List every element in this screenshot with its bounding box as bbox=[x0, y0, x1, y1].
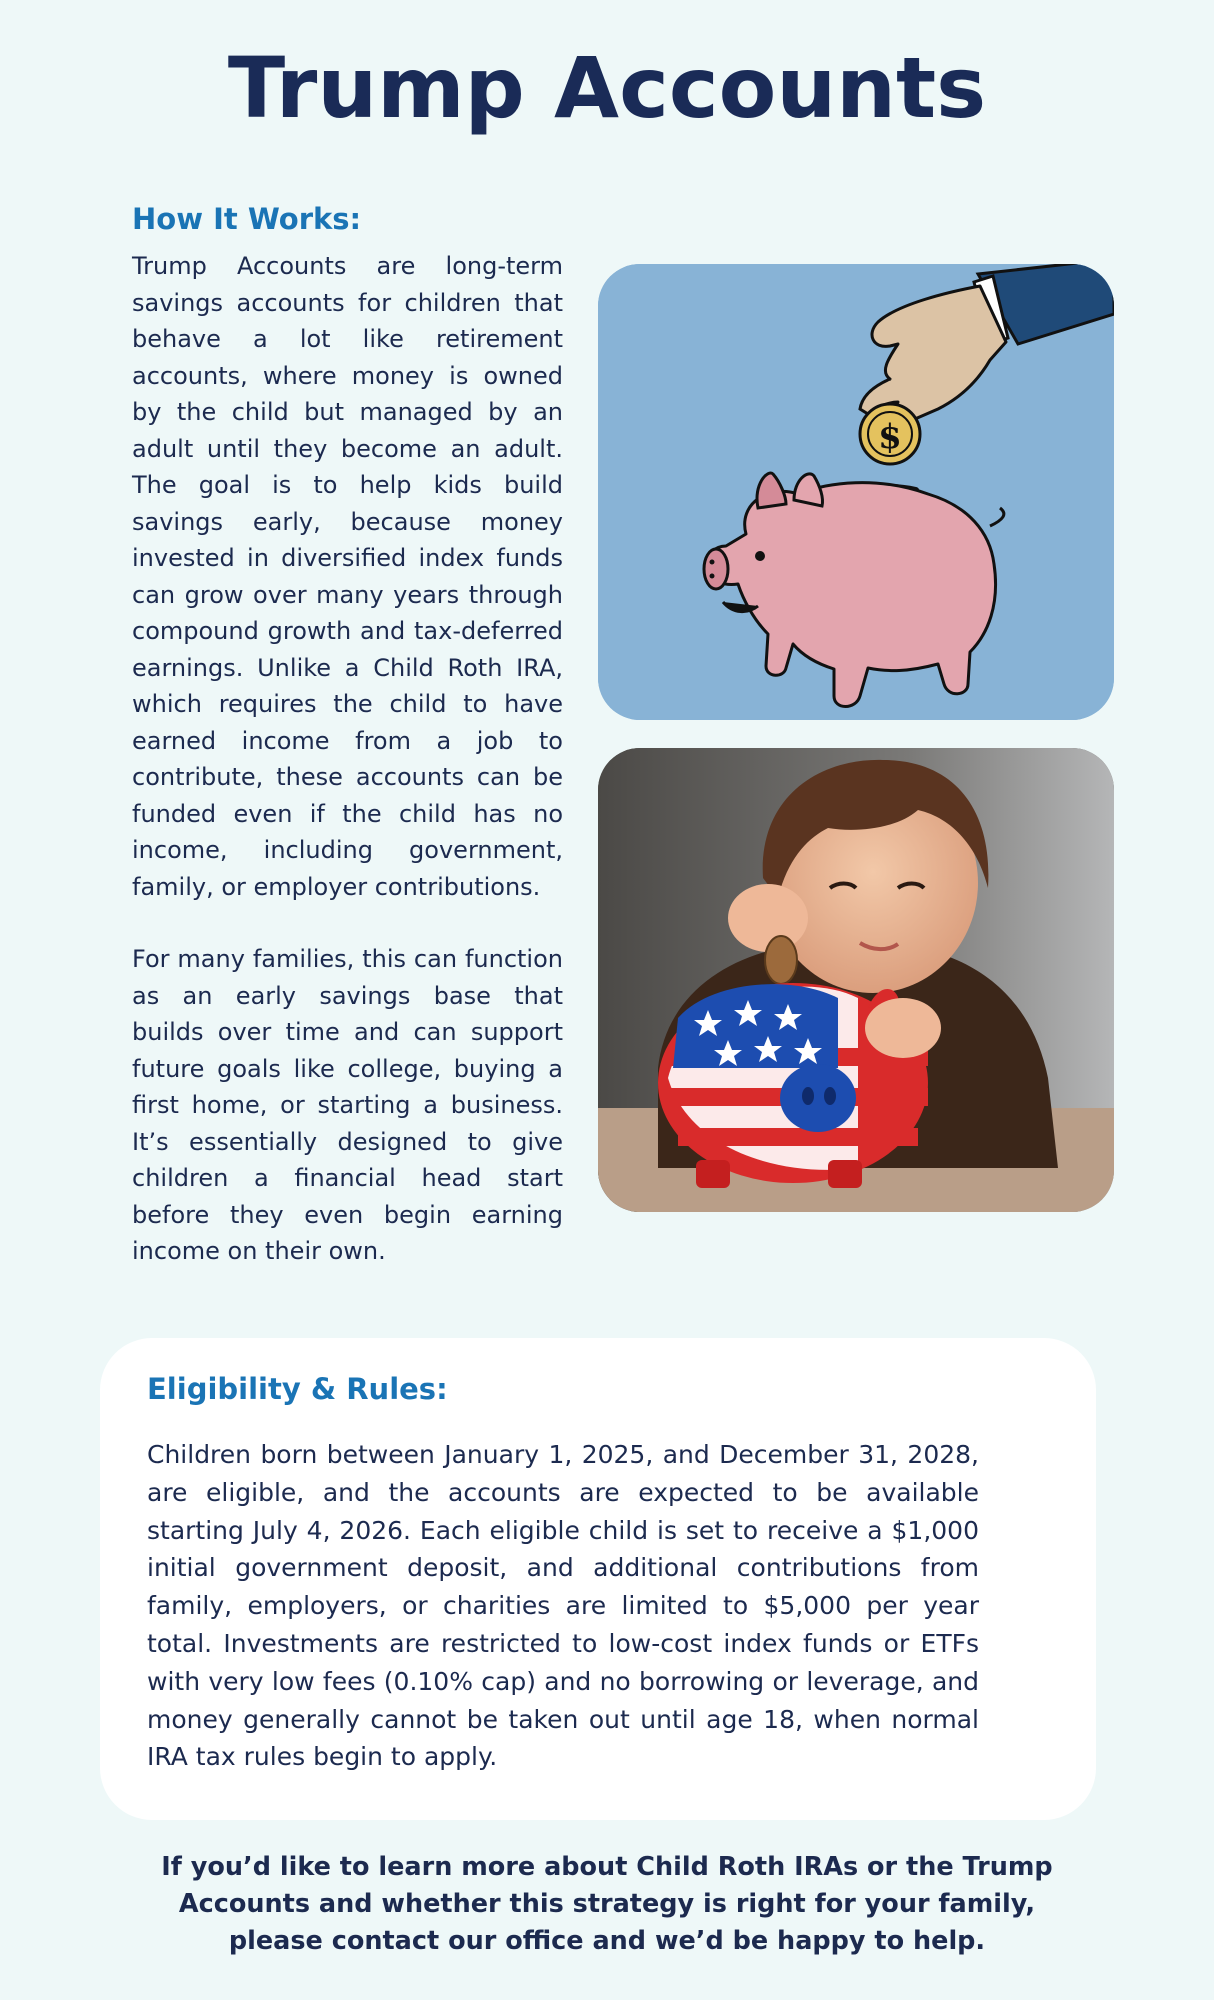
toddler-piggy-bank-photo bbox=[598, 748, 1114, 1212]
page-title: Trump Accounts bbox=[227, 39, 987, 137]
piggy-bank-illustration bbox=[598, 264, 1114, 720]
how-it-works-paragraph-2: For many families, this can function as an early savings base that builds over time and can support future goals like college, buying a first home, or starting a business. It’s essentially designed to give children a financial head start before they even begin earning income on their own. bbox=[132, 945, 563, 1265]
coin-dollar-symbol: $ bbox=[878, 417, 902, 457]
how-it-works-paragraph-1: Trump Accounts are long-term savings accounts for children that behave a lot like retirement accounts, where money is owned by the child but managed by an adult until they become an adult. The goal is to help kids build savings early, because money invested in diversified index funds can grow over many years through compound growth and tax-deferred earnings. Unlike a Child Roth IRA, which requires the child to have earned income from a job to contribute, these accounts can be funded even if the child has no income, including government, family, or employer contributions. bbox=[132, 252, 563, 901]
eligibility-body: Children born between January 1, 2025, and December 31, 2028, are eligible, and the accounts are expected to be available starting July 4, 2026. Each eligible child is set to receive a $1,000 initial government deposit, and additional contributions from family, employers, or charities are limited to $5,000 per year total. Investments are restricted to low-cost index funds or ETFs with very low fees (0.10% cap) and no borrowing or leverage, and money generally cannot be taken out until age 18, when normal IRA tax rules begin to apply. bbox=[147, 1440, 979, 1772]
footer-call-to-action: If you’d like to learn more about Child Roth IRAs or the Trump Accounts and whether this strategy is right for your family, please contact our office and we’d be happy to help. bbox=[161, 1852, 1053, 1956]
how-it-works-body bbox=[132, 248, 563, 1270]
how-it-works-heading: How It Works: bbox=[132, 202, 362, 236]
eligibility-heading: Eligibility & Rules: bbox=[147, 1372, 448, 1406]
